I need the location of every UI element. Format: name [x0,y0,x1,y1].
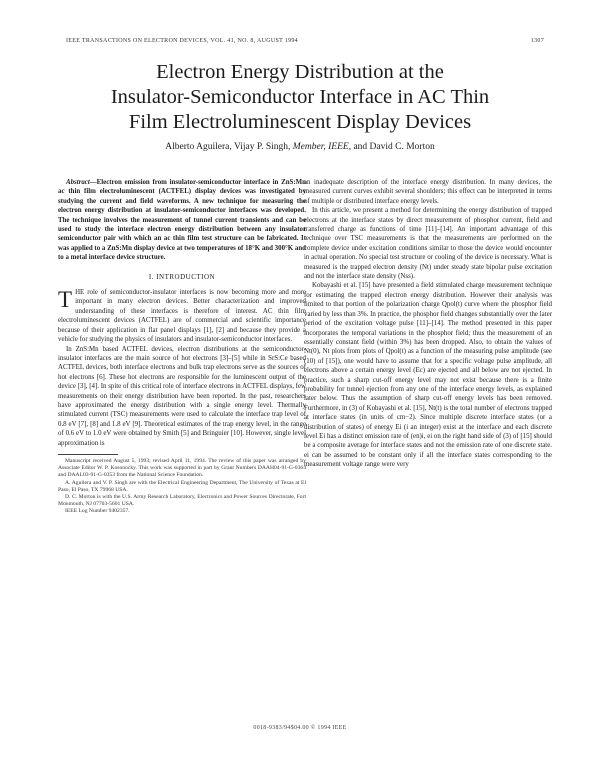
drop-cap: T [58,287,73,313]
section-heading-introduction: I. INTRODUCTION [148,272,216,281]
abstract-label: Abstract— [66,179,97,186]
right-paragraph-1: an inadequate description of the interface energy distribution. In many devices, the measured current curves exhibit several shoulders; this effect can be interpreted in terms of multiple or distributed interface energy levels. [304,179,552,205]
title-line-3: Film Electroluminescent Display Devices [128,111,472,133]
footnote-affiliation-1: A. Aguilera and V. P. Singh are with the Electrical Engineering Department, The University of Texas at El Paso, El Paso, TX 79968 USA. [58,479,306,493]
journal-citation: IEEE TRANSACTIONS ON ELECTRON DEVICES, VOL. 41, NO. 8, AUGUST 1994 [66,38,298,44]
abstract-text: Electron emission from insulator-semiconductor interface in ZnS:Mn ac thin film electroluminescent (ACTFEL) display devices was investigated by studying the current and field waveforms. A new technique for measuring the electron energy distribution at insulator-semiconductor interfaces was developed. The technique involves the measurement of tunnel current transients and can be used to study the interface electron energy distribution between any insulator semiconductor pair with which an ac thin film test structure can be fabricated. It was applied to a ZnS:Mn display device at two temperatures of 18°K and 300°K and to a metal interface device structure. [58,179,306,262]
author-last: and David C. Morton [353,142,435,152]
author-names: Alberto Aguilera, Vijay P. Singh, [165,142,291,152]
right-paragraph-3: Kobayashi et al. [15] have presented a field stimulated charge measurement technique for estimating the trapped electron energy distribution. However their analysis was limited to that portion of the polarization charge Qpol(t) curve where the phosphor field varied by less than 3%. In practice, the phosphor field changes substantially over the later period of the excitation voltage pulse [11]–[14]. The method presented in this paper incorporates the temporal variations in the phosphor field; thus the measurement of an essentially constant field (within 3%) has been dropped. Also, to obtain the values of Nt(0), Nt plots from plots of Qpol(t) as a function of the measuring pulse amplitude (see (10) of [15]), one would have to assume that for a specific voltage pulse amplitude, all electrons above a certain energy level (Ec) are ejected and all below are not ejected. In practice, such a sharp cut-off energy level may not exist because there is a finite probability for tunnel ejection from any one of the interface energy levels, as explained later below. Thus the assumption of sharp cut-off energy levels has been removed. Furthermore, in (3) of Kobayashi et al. [15], Nt(t) is the total number of electrons trapped at interface states (in units of cm−2). Since multiple discrete interface states (or a distribution of states) of energy Ei (i an integer) exist at the interface and each discrete level Ei has a distinct emission rate of (en)i, ei on the right hand side of (3) of [15] should be a composite average for interface states and not the emission rate of one discrete state. ei can be assumed to be constant only if all the interface states corresponding to the measurement voltage range were very [304,282,552,469]
left-column [58,178,306,516]
intro-paragraph-1-text: HE role of semiconductor-insulator interfaces is now becoming more and more important in many electron devices. Better characterization and improved understanding of these interfaces is therefore of interest. AC thin film electroluminescent devices (ACTFEL) are of commercial and scientific importance because of their application in flat panel displays [1], [2] and because they provide a vehicle for studying the physics of insulators and insulator-semiconductor interfaces. [58,289,306,344]
intro-paragraph-2: In ZnS:Mn based ACTFEL devices, electron distributions at the semiconductor-insulator interfaces are the main source of hot electrons [3]–[5] while in SrS:Ce based ACTFEL devices, both interface electrons and bulk trap electrons serve as the sources of hot electrons [6]. These hot electrons are responsible for the luminescent output of the device [3], [4]. In spite of this critical role of interface electrons in ACTFEL displays, few measurements on their energy distribution have been reported. In the past, researchers have approximated the energy distribution with a single energy level. Thermally stimulated current (TSC) measurements were used to calculate the interface trap level of 0.8 eV [7], [8] and 1.8 eV [9]. Theoretical estimates of the trap energy level, in the range of 0.6 eV to 1.0 eV were obtained by Smith [5] and Bringuier [10]. However, single level approximation is [58,345,306,447]
footnote-received: Manuscript received August 5, 1993; revised April 11, 1994. The review of this paper was arranged by Associate Editor W. P. Kosonocky. This work was supported in part by Grant Numbers DAAH04-91-G-0364 and DAAL03-91-G-0353 from the National Science Foundation. [58,457,306,479]
abstract [58,178,306,263]
author-line [60,142,540,152]
title-line-2: Insulator-Semiconductor Interface in AC Thin [110,86,490,108]
right-paragraph-2: In this article, we present a method for determining the energy distribution of trapped electrons at the interface states by direct measurement of phosphor current, field and transferred charge as functions of time [11]–[14]. An important advantage of this technique over TSC measurements is that the measurements are performed on the complete device under excitation conditions similar to those the device would encounter in actual operation. No special test structure or cooling of the device is necessary. What is measured is the trapped electron density (Nt) under steady state bipolar pulse excitation and not the interface state density (Nss). [304,207,552,281]
footnote-divider [58,454,118,455]
intro-paragraph-1 [58,288,306,344]
footnote-ieee-log: IEEE Log Number 9402357. [65,508,130,515]
title-line-1: Electron Energy Distribution at the [156,61,444,83]
author-membership: Member, IEEE, [292,142,352,152]
footnote-affiliation-2: D. C. Morton is with the U.S. Army Research Laboratory, Electronics and Power Sources Directorate, Fort Monmouth, NJ 07703-5601 USA. [58,493,306,508]
issn-copyright: 0018-9383/94$04.00 © 1994 IEEE [253,725,347,731]
page-number: 1307 [530,38,544,44]
paper-title [60,60,540,135]
running-head [66,38,544,48]
right-column [304,178,552,470]
